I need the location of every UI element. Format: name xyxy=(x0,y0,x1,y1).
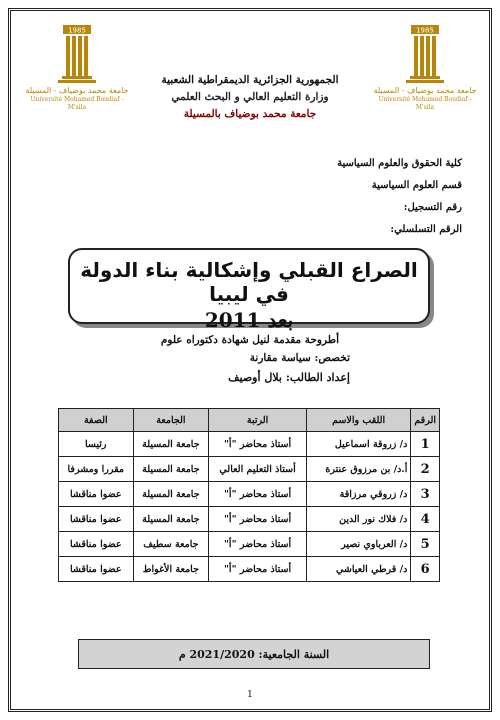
faculty-name: كلية الحقوق والعلوم السياسية xyxy=(337,158,462,169)
member-role: رئيسا xyxy=(59,432,134,457)
thesis-subtitle: أطروحة مقدمة لنيل شهادة دكتوراه علوم xyxy=(160,334,340,346)
academic-year: السنة الجامعية: 2021/2020 م xyxy=(78,639,430,669)
republic-line: الجمهورية الجزائرية الديمقراطية الشعبية xyxy=(161,74,339,86)
member-rank: أستاذ محاضر "أ" xyxy=(209,507,307,532)
table-row xyxy=(59,482,440,507)
member-name: د/ زروقة اسماعيل xyxy=(306,432,410,457)
table-row xyxy=(59,457,440,482)
logo-name-ar: جامعة محمد بوضياف - المسيلة xyxy=(373,86,477,95)
thesis-title-box xyxy=(68,248,430,332)
table-row xyxy=(59,557,440,582)
member-university: جامعة المسيلة xyxy=(133,457,209,482)
thesis-title-line1: الصراع القبلي وإشكالية بناء الدولة في ليبيا xyxy=(80,258,418,306)
table-row xyxy=(59,532,440,557)
member-role: عضوا مناقشا xyxy=(59,507,134,532)
page-number: 1 xyxy=(247,690,253,700)
member-name: د/ زروقي مرزاقة xyxy=(306,482,410,507)
row-number: 2 xyxy=(411,457,440,482)
table-row xyxy=(59,507,440,532)
ministry-line: وزارة التعليم العالي و البحث العلمي xyxy=(171,91,329,103)
col-header-name: اللقب والاسم xyxy=(306,409,410,432)
row-number: 6 xyxy=(411,557,440,582)
col-header-university: الجامعة xyxy=(133,409,209,432)
member-name: د/ قرطي العياشي xyxy=(306,557,410,582)
member-rank: أستاذ محاضر "أ" xyxy=(209,432,307,457)
serial-number-label: الرقم التسلسلي: xyxy=(390,224,462,235)
col-header-number: الرقم xyxy=(411,409,440,432)
member-university: جامعة المسيلة xyxy=(133,432,209,457)
member-university: جامعة المسيلة xyxy=(133,482,209,507)
logo-name-ar: جامعة محمد بوضياف - المسيلة xyxy=(25,86,129,95)
jury-table xyxy=(58,408,440,582)
tower-emblem-icon xyxy=(54,24,100,84)
logo-year: 1985 xyxy=(416,26,434,35)
university-logo-right xyxy=(370,24,480,112)
university-logo-left xyxy=(22,24,132,112)
member-university: جامعة سطيف xyxy=(133,532,209,557)
member-role: مقررا ومشرفا xyxy=(59,457,134,482)
department-name: قسم العلوم السياسية xyxy=(371,180,462,191)
row-number: 4 xyxy=(411,507,440,532)
member-rank: أستاذ التعليم العالي xyxy=(209,457,307,482)
member-university: جامعة المسيلة xyxy=(133,507,209,532)
member-role: عضوا مناقشا xyxy=(59,482,134,507)
thesis-specialty: تخصص: سياسة مقارنة xyxy=(249,352,350,364)
member-name: أ.د/ بن مرزوق عنترة xyxy=(306,457,410,482)
logo-name-lat: Université Mohamed Boudiaf - M'sila xyxy=(378,96,472,111)
member-rank: أستاذ محاضر "أ" xyxy=(209,532,307,557)
row-number: 5 xyxy=(411,532,440,557)
logo-name-lat: Université Mohamed Boudiaf - M'sila xyxy=(30,96,124,111)
member-role: عضوا مناقشا xyxy=(59,557,134,582)
jury-table-header-row xyxy=(59,409,440,432)
member-role: عضوا مناقشا xyxy=(59,532,134,557)
thesis-title-line2: بعد 2011 xyxy=(204,308,294,332)
thesis-author: إعداد الطالب: بلال أوصيف xyxy=(228,371,350,384)
tower-emblem-icon xyxy=(402,24,448,84)
university-line: جامعة محمد بوضياف بالمسيلة xyxy=(183,108,317,120)
col-header-role: الصفة xyxy=(59,409,134,432)
faculty-info xyxy=(162,153,462,241)
member-name: د/ فلاك نور الدين xyxy=(306,507,410,532)
row-number: 3 xyxy=(411,482,440,507)
col-header-rank: الرتبة xyxy=(209,409,307,432)
member-rank: أستاذ محاضر "أ" xyxy=(209,557,307,582)
logo-year: 1985 xyxy=(68,26,86,35)
member-university: جامعة الأغواط xyxy=(133,557,209,582)
registration-number-label: رقم التسجيل: xyxy=(403,202,462,213)
member-rank: أستاذ محاضر "أ" xyxy=(209,482,307,507)
member-name: د/ العرباوي نصير xyxy=(306,532,410,557)
row-number: 1 xyxy=(411,432,440,457)
table-row xyxy=(59,432,440,457)
institution-header xyxy=(140,72,360,123)
